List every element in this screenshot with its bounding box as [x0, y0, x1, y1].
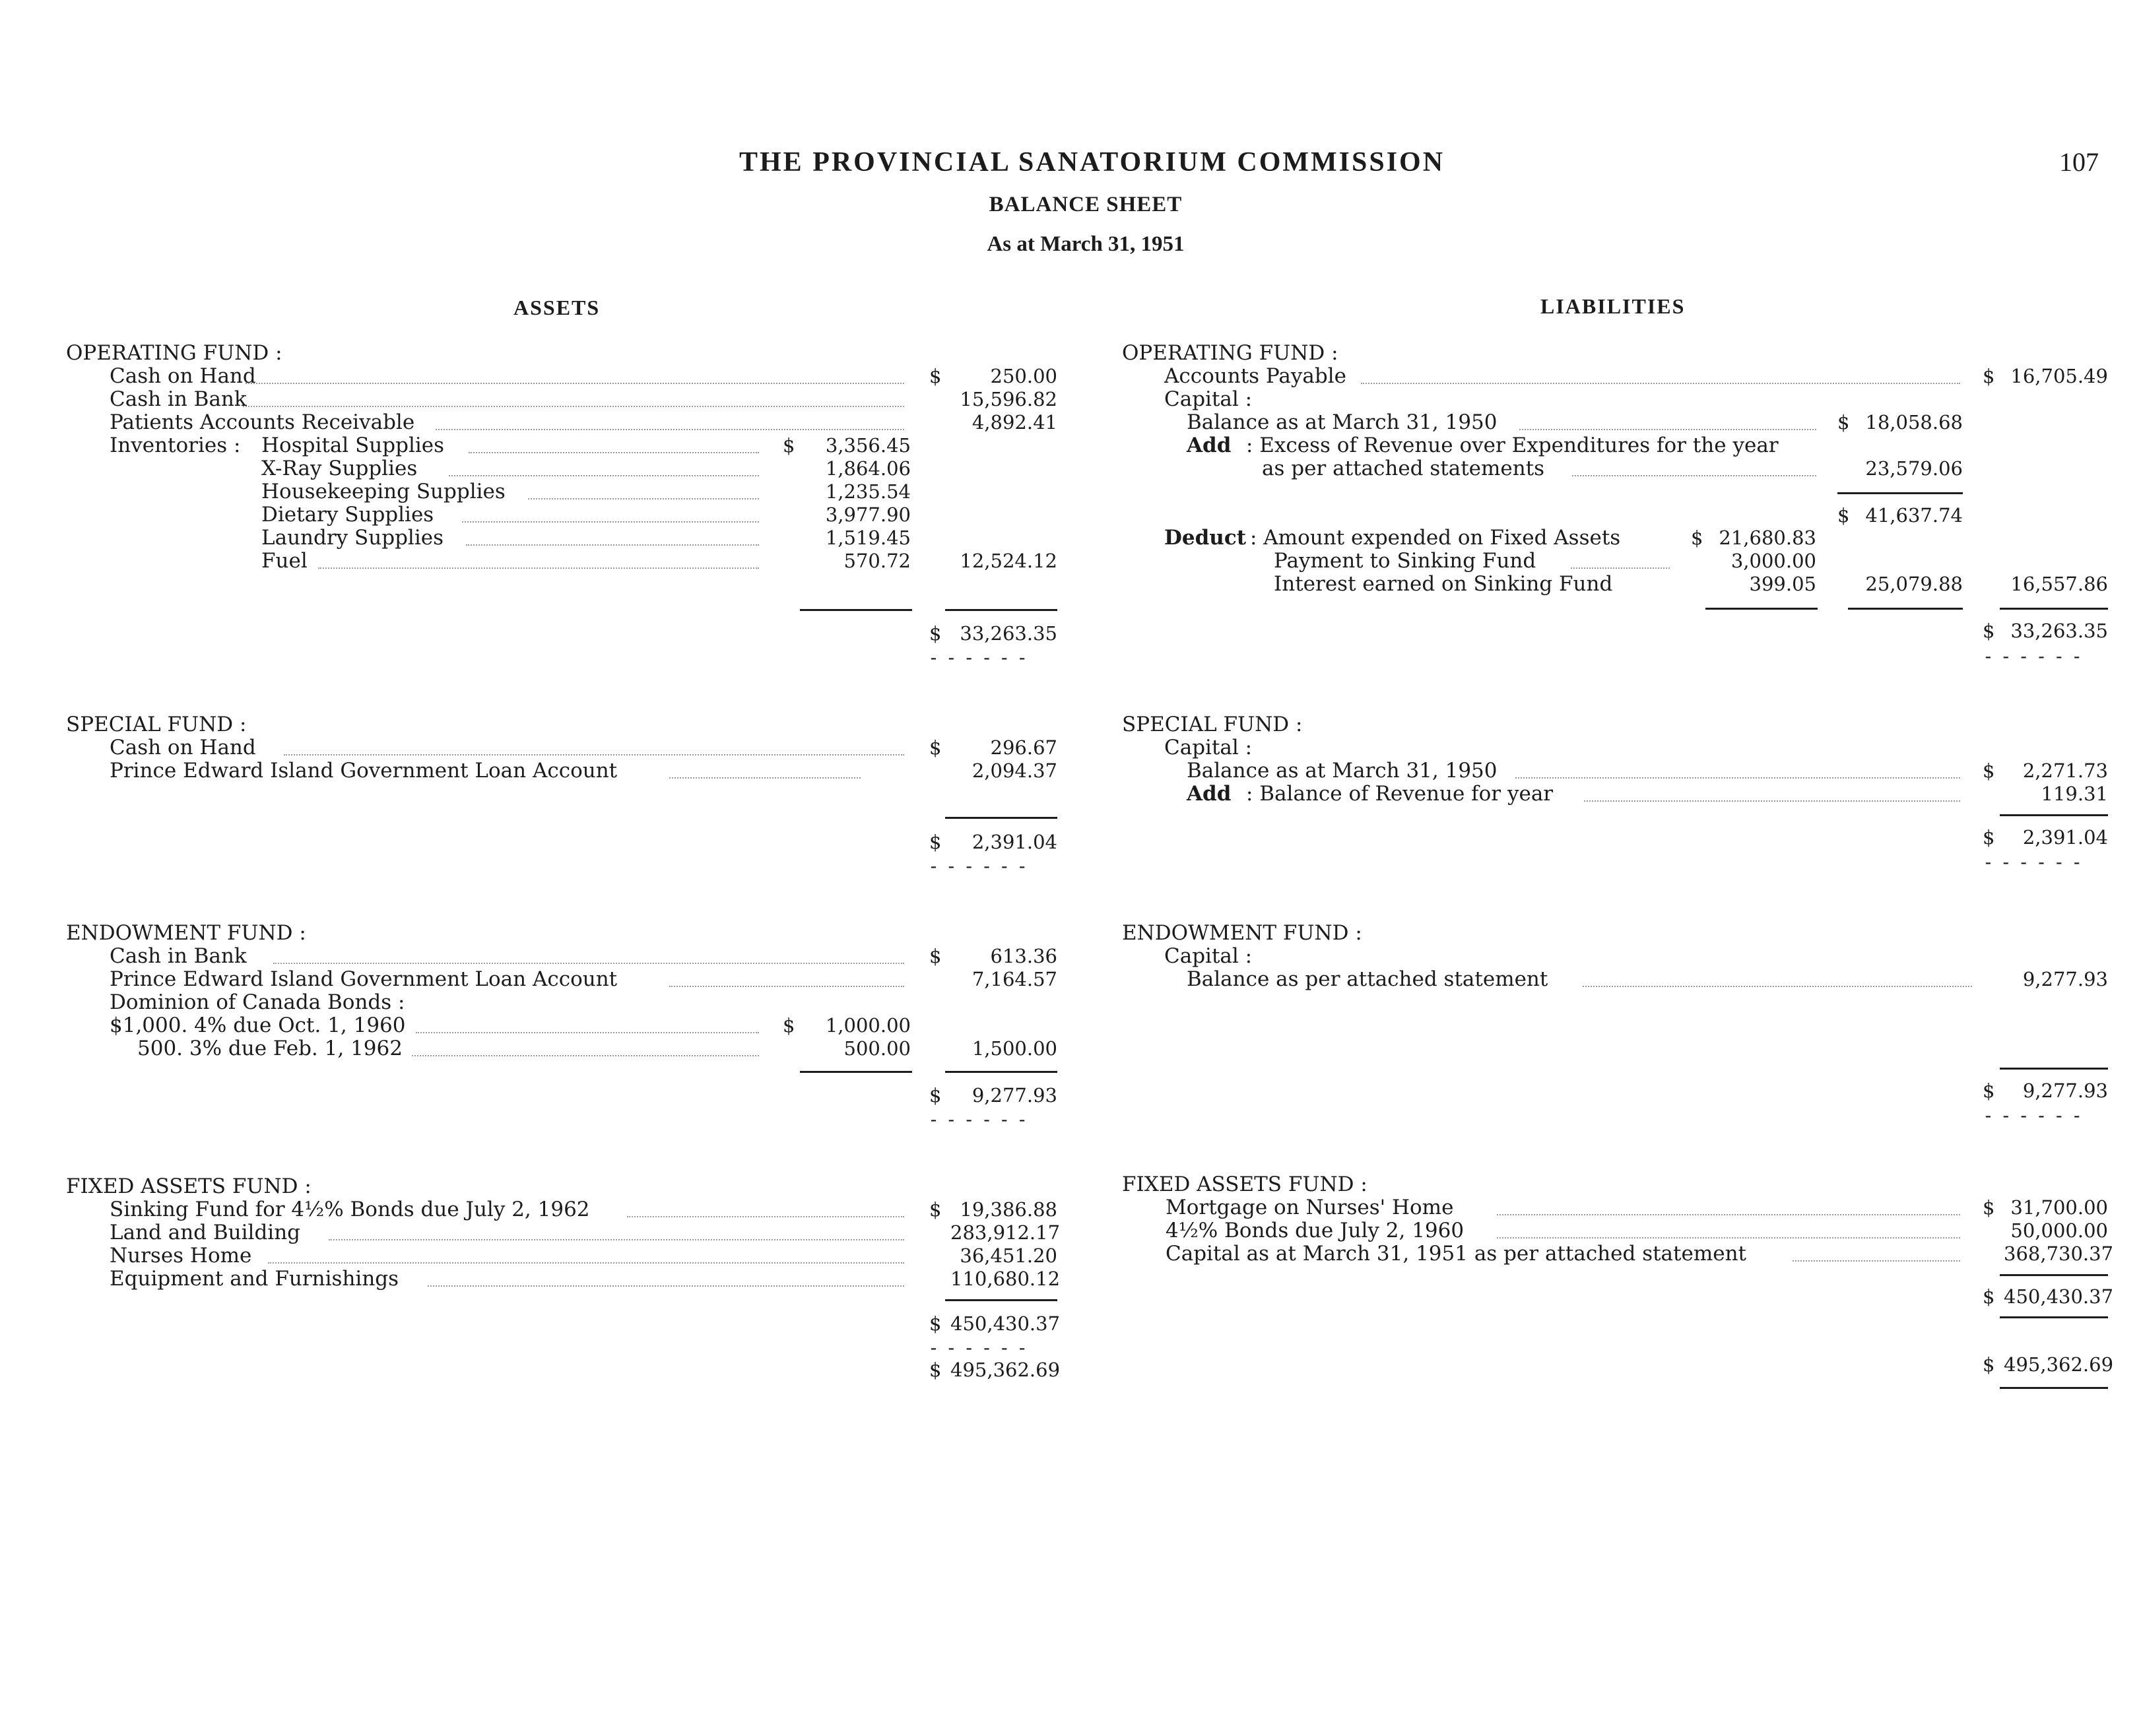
- line-label: Patients Accounts Receivable: [110, 410, 415, 434]
- amount: 570.72: [843, 550, 911, 572]
- amount: 399.05: [1749, 573, 1816, 595]
- rule: [945, 609, 1057, 611]
- line-label: Equipment and Furnishings: [110, 1267, 399, 1291]
- rule: [1705, 608, 1818, 610]
- bonds-label: Dominion of Canada Bonds :: [110, 990, 405, 1014]
- dot-leader: [318, 567, 759, 569]
- line-label: as per attached statements: [1262, 457, 1545, 480]
- line-label: Balance as per attached statement: [1187, 967, 1548, 991]
- dot-leader: [1793, 1260, 1960, 1262]
- rule: [1837, 492, 1963, 494]
- page-number: 107: [2059, 147, 2099, 177]
- line-label: Mortgage on Nurses' Home: [1166, 1196, 1454, 1219]
- amount: 2,094.37: [972, 759, 1057, 782]
- line-label: Interest earned on Sinking Fund: [1274, 572, 1613, 596]
- fund-total: 2,391.04: [972, 831, 1057, 853]
- amount: 16,557.86: [2010, 573, 2108, 595]
- dot-leader: [246, 383, 904, 384]
- amount: 25,079.88: [1865, 573, 1963, 595]
- assets-heading: ASSETS: [513, 296, 601, 319]
- dollar-sign: $: [1837, 504, 1850, 527]
- line-label: Prince Edward Island Government Loan Account: [110, 759, 618, 783]
- rule: [1848, 608, 1963, 610]
- line-label: Hospital Supplies: [261, 434, 445, 457]
- amount: 31,700.00: [2010, 1196, 2108, 1219]
- amount: 2,271.73: [2022, 759, 2108, 782]
- amount: 296.67: [990, 736, 1057, 759]
- dollar-sign: $: [1983, 1196, 1995, 1219]
- dot-leader: [416, 1032, 759, 1033]
- amount: 3,356.45: [825, 434, 911, 457]
- section-heading: FIXED ASSETS FUND :: [1122, 1173, 1367, 1196]
- rule: [945, 817, 1057, 819]
- section-heading: FIXED ASSETS FUND :: [66, 1174, 312, 1198]
- dollar-sign: $: [1983, 1079, 1995, 1102]
- add-label: Add: [1187, 434, 1232, 457]
- dashed-rule: ------: [928, 855, 1035, 877]
- rule: [800, 609, 912, 611]
- dashed-rule: ------: [928, 1337, 1035, 1359]
- capital-label: Capital :: [1164, 944, 1253, 968]
- amount: 7,164.57: [972, 968, 1057, 990]
- section-heading: OPERATING FUND :: [1122, 341, 1338, 365]
- amount: 368,730.37: [2004, 1242, 2114, 1265]
- amount: 21,680.83: [1719, 527, 1816, 549]
- fund-total: 33,263.35: [960, 622, 1057, 645]
- dashed-rule: ------: [1983, 1105, 2090, 1126]
- amount: 9,277.93: [2022, 968, 2108, 990]
- amount: 500.00: [843, 1037, 911, 1060]
- dollar-sign: $: [929, 831, 942, 853]
- rule: [2000, 1274, 2108, 1276]
- amount: 15,596.82: [960, 388, 1057, 410]
- dollar-sign: $: [1983, 759, 1995, 782]
- dot-leader: [412, 1055, 759, 1056]
- rule: [2000, 814, 2108, 816]
- dot-leader: [268, 1262, 904, 1264]
- rule: [945, 1071, 1057, 1073]
- dot-leader: [1584, 800, 1960, 802]
- line-label: : Balance of Revenue for year: [1246, 782, 1554, 806]
- add-label: Add: [1187, 782, 1232, 806]
- line-label: 500. 3% due Feb. 1, 1962: [137, 1037, 403, 1060]
- dollar-sign: $: [929, 1198, 942, 1221]
- amount: 283,912.17: [950, 1221, 1061, 1244]
- rule: [2000, 1068, 2108, 1070]
- dollar-sign: $: [929, 622, 942, 645]
- grand-total: 495,362.69: [950, 1359, 1061, 1381]
- amount: 1,000.00: [825, 1014, 911, 1037]
- grand-total: 495,362.69: [2004, 1353, 2114, 1376]
- dashed-rule: ------: [928, 1109, 1035, 1130]
- line-label: Payment to Sinking Fund: [1274, 549, 1536, 573]
- dashed-rule: ------: [1983, 645, 2090, 667]
- section-heading: SPECIAL FUND :: [1122, 713, 1303, 736]
- dot-leader: [1497, 1237, 1960, 1238]
- amount: 16,705.49: [2010, 365, 2108, 387]
- dot-leader: [466, 544, 759, 546]
- amount: 250.00: [990, 365, 1057, 387]
- amount: 3,000.00: [1730, 550, 1816, 572]
- dot-leader: [1583, 986, 1972, 987]
- amount: 613.36: [990, 945, 1057, 967]
- line-label: Laundry Supplies: [261, 526, 444, 550]
- line-label: Cash in Bank: [110, 387, 247, 411]
- rule: [2000, 1387, 2108, 1389]
- dollar-sign: $: [783, 1014, 795, 1037]
- amount: 36,451.20: [960, 1244, 1057, 1267]
- dot-leader: [1515, 777, 1960, 779]
- line-label: Dietary Supplies: [261, 503, 434, 527]
- dot-leader: [528, 498, 759, 499]
- amount: 4,892.41: [972, 411, 1057, 434]
- amount: 3,977.90: [825, 503, 911, 526]
- date-line: As at March 31, 1951: [987, 232, 1185, 256]
- dot-leader: [273, 963, 904, 964]
- amount: 1,235.54: [825, 480, 911, 503]
- dashed-rule: ------: [1983, 851, 2090, 873]
- rule: [800, 1071, 912, 1073]
- capital-label: Capital :: [1164, 387, 1253, 411]
- amount: 1,500.00: [972, 1037, 1057, 1060]
- dot-leader: [469, 452, 759, 453]
- dollar-sign: $: [1983, 826, 1995, 849]
- dot-leader: [436, 429, 904, 430]
- amount: 1,864.06: [825, 457, 911, 480]
- dollar-sign: $: [929, 1084, 942, 1107]
- dollar-sign: $: [1983, 1285, 1995, 1308]
- dot-leader: [462, 521, 759, 523]
- fund-total: 9,277.93: [972, 1084, 1057, 1107]
- section-heading: ENDOWMENT FUND :: [66, 921, 306, 945]
- line-label: $1,000. 4% due Oct. 1, 1960: [110, 1013, 406, 1037]
- fund-total: 9,277.93: [2022, 1079, 2108, 1102]
- dot-leader: [428, 1285, 904, 1287]
- amount: 18,058.68: [1865, 411, 1963, 434]
- dot-leader: [1572, 475, 1816, 476]
- liabilities-heading: LIABILITIES: [1540, 294, 1686, 318]
- line-label: Land and Building: [110, 1221, 301, 1244]
- dollar-sign: $: [929, 736, 942, 759]
- line-label: X-Ray Supplies: [261, 457, 418, 480]
- document-subtitle: BALANCE SHEET: [989, 193, 1183, 216]
- dot-leader: [243, 406, 904, 407]
- amount: 12,524.12: [960, 550, 1057, 572]
- fund-total: 2,391.04: [2022, 826, 2108, 849]
- dollar-sign: $: [929, 1359, 942, 1381]
- line-label: Prince Edward Island Government Loan Account: [110, 967, 618, 991]
- rule: [2000, 1316, 2108, 1318]
- dot-leader: [329, 1239, 904, 1240]
- dollar-sign: $: [1837, 411, 1850, 434]
- capital-label: Capital :: [1164, 736, 1253, 759]
- amount: 119.31: [2041, 783, 2108, 805]
- dollar-sign: $: [1983, 620, 1995, 642]
- amount: 50,000.00: [2010, 1219, 2108, 1242]
- rule: [2000, 608, 2108, 610]
- line-label: Accounts Payable: [1164, 364, 1346, 388]
- section-heading: ENDOWMENT FUND :: [1122, 921, 1362, 945]
- line-label: Cash on Hand: [110, 364, 256, 388]
- amount: 110,680.12: [950, 1268, 1061, 1290]
- dot-leader: [1497, 1214, 1960, 1215]
- section-heading: OPERATING FUND :: [66, 341, 282, 365]
- deduct-label: Deduct: [1164, 526, 1247, 550]
- line-label: Housekeeping Supplies: [261, 480, 506, 503]
- dashed-rule: ------: [928, 647, 1035, 668]
- line-label: Capital as at March 31, 1951 as per attached statement: [1166, 1242, 1747, 1266]
- dot-leader: [669, 777, 861, 779]
- line-label: Balance as at March 31, 1950: [1187, 759, 1498, 783]
- dollar-sign: $: [1691, 527, 1703, 549]
- rule: [945, 1299, 1057, 1301]
- page-title: THE PROVINCIAL SANATORIUM COMMISSION: [739, 147, 1445, 177]
- dot-leader: [1571, 567, 1670, 569]
- line-label: Fuel: [261, 549, 308, 573]
- line-label: : Amount expended on Fixed Assets: [1250, 526, 1621, 550]
- line-label: Cash in Bank: [110, 944, 247, 968]
- dot-leader: [1361, 383, 1960, 384]
- dollar-sign: $: [929, 945, 942, 967]
- dollar-sign: $: [929, 1312, 942, 1335]
- fund-total: 33,263.35: [2010, 620, 2108, 642]
- section-heading: SPECIAL FUND :: [66, 713, 247, 736]
- dollar-sign: $: [1983, 365, 1995, 387]
- amount: 19,386.88: [960, 1198, 1057, 1221]
- amount: 1,519.45: [825, 527, 911, 549]
- dot-leader: [1519, 429, 1816, 430]
- dot-leader: [669, 986, 904, 987]
- line-label: Sinking Fund for 4½% Bonds due July 2, 1962: [110, 1198, 590, 1221]
- inventories-label: Inventories :: [110, 434, 241, 457]
- dot-leader: [627, 1216, 904, 1217]
- line-label: Balance as at March 31, 1950: [1187, 410, 1498, 434]
- line-label: Nurses Home: [110, 1244, 252, 1268]
- dot-leader: [449, 475, 759, 476]
- amount: 41,637.74: [1865, 504, 1963, 527]
- line-label: Cash on Hand: [110, 736, 256, 759]
- dollar-sign: $: [929, 365, 942, 387]
- fund-total: 450,430.37: [2004, 1285, 2114, 1308]
- dollar-sign: $: [1983, 1353, 1995, 1376]
- dollar-sign: $: [783, 434, 795, 457]
- line-label: : Excess of Revenue over Expenditures for the year: [1246, 434, 1779, 457]
- fund-total: 450,430.37: [950, 1312, 1061, 1335]
- dot-leader: [284, 754, 904, 755]
- line-label: 4½% Bonds due July 2, 1960: [1166, 1219, 1465, 1242]
- amount: 23,579.06: [1865, 457, 1963, 480]
